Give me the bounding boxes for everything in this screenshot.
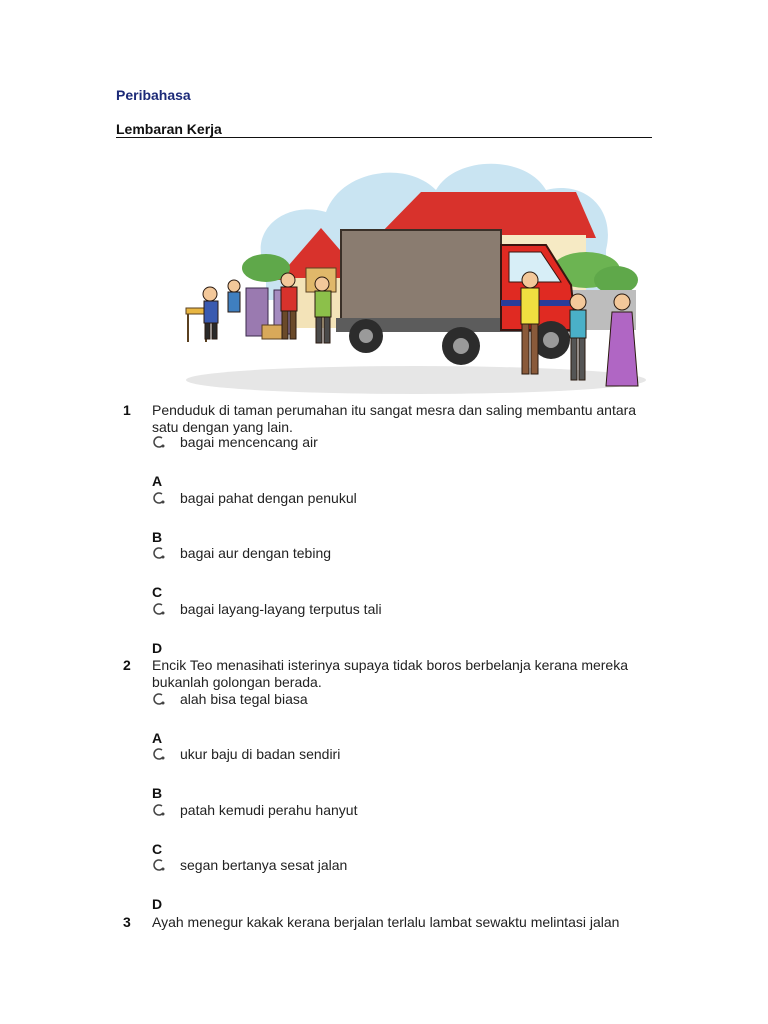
option-letter: C	[152, 841, 163, 857]
question-text: Penduduk di taman perumahan itu sangat mesra dan saling membantu antara satu dengan yang lain.	[152, 402, 637, 435]
section-title: Lembaran Kerja	[116, 121, 222, 137]
radio-icon[interactable]	[152, 435, 166, 449]
option-letter: D	[152, 896, 163, 912]
option-letter: D	[152, 640, 163, 656]
radio-icon[interactable]	[152, 491, 166, 505]
option-letter: B	[152, 785, 163, 801]
option-text: segan bertanya sesat jalan	[180, 857, 348, 873]
question-number: 2	[123, 657, 131, 673]
question-text: Ayah menegur kakak kerana berjalan terlalu lambat sewaktu melintasi jalan	[152, 914, 620, 930]
option-text: bagai pahat dengan penukul	[180, 490, 357, 506]
title-divider	[116, 137, 652, 138]
option-text: bagai mencencang air	[180, 434, 318, 450]
option-letter: A	[152, 473, 163, 489]
question-number: 1	[123, 402, 131, 418]
radio-icon[interactable]	[152, 747, 166, 761]
option-letter: B	[152, 529, 163, 545]
option-text: bagai aur dengan tebing	[180, 545, 332, 561]
radio-icon[interactable]	[152, 858, 166, 872]
option-text: patah kemudi perahu hanyut	[180, 802, 358, 818]
option-letter: C	[152, 584, 163, 600]
option-text: alah bisa tegal biasa	[180, 691, 308, 707]
radio-icon[interactable]	[152, 602, 166, 616]
option-text: ukur baju di badan sendiri	[180, 746, 341, 762]
question-text: Encik Teo menasihati isterinya supaya tidak boros berbelanja kerana mereka bukanlah golongan berada.	[152, 657, 629, 690]
radio-icon[interactable]	[152, 803, 166, 817]
option-text: bagai layang-layang terputus tali	[180, 601, 382, 617]
question-number: 3	[123, 914, 131, 930]
radio-icon[interactable]	[152, 692, 166, 706]
option-letter: A	[152, 730, 163, 746]
radio-icon[interactable]	[152, 546, 166, 560]
moving-day-illustration-icon	[176, 150, 652, 398]
page-title: Peribahasa	[116, 87, 191, 103]
